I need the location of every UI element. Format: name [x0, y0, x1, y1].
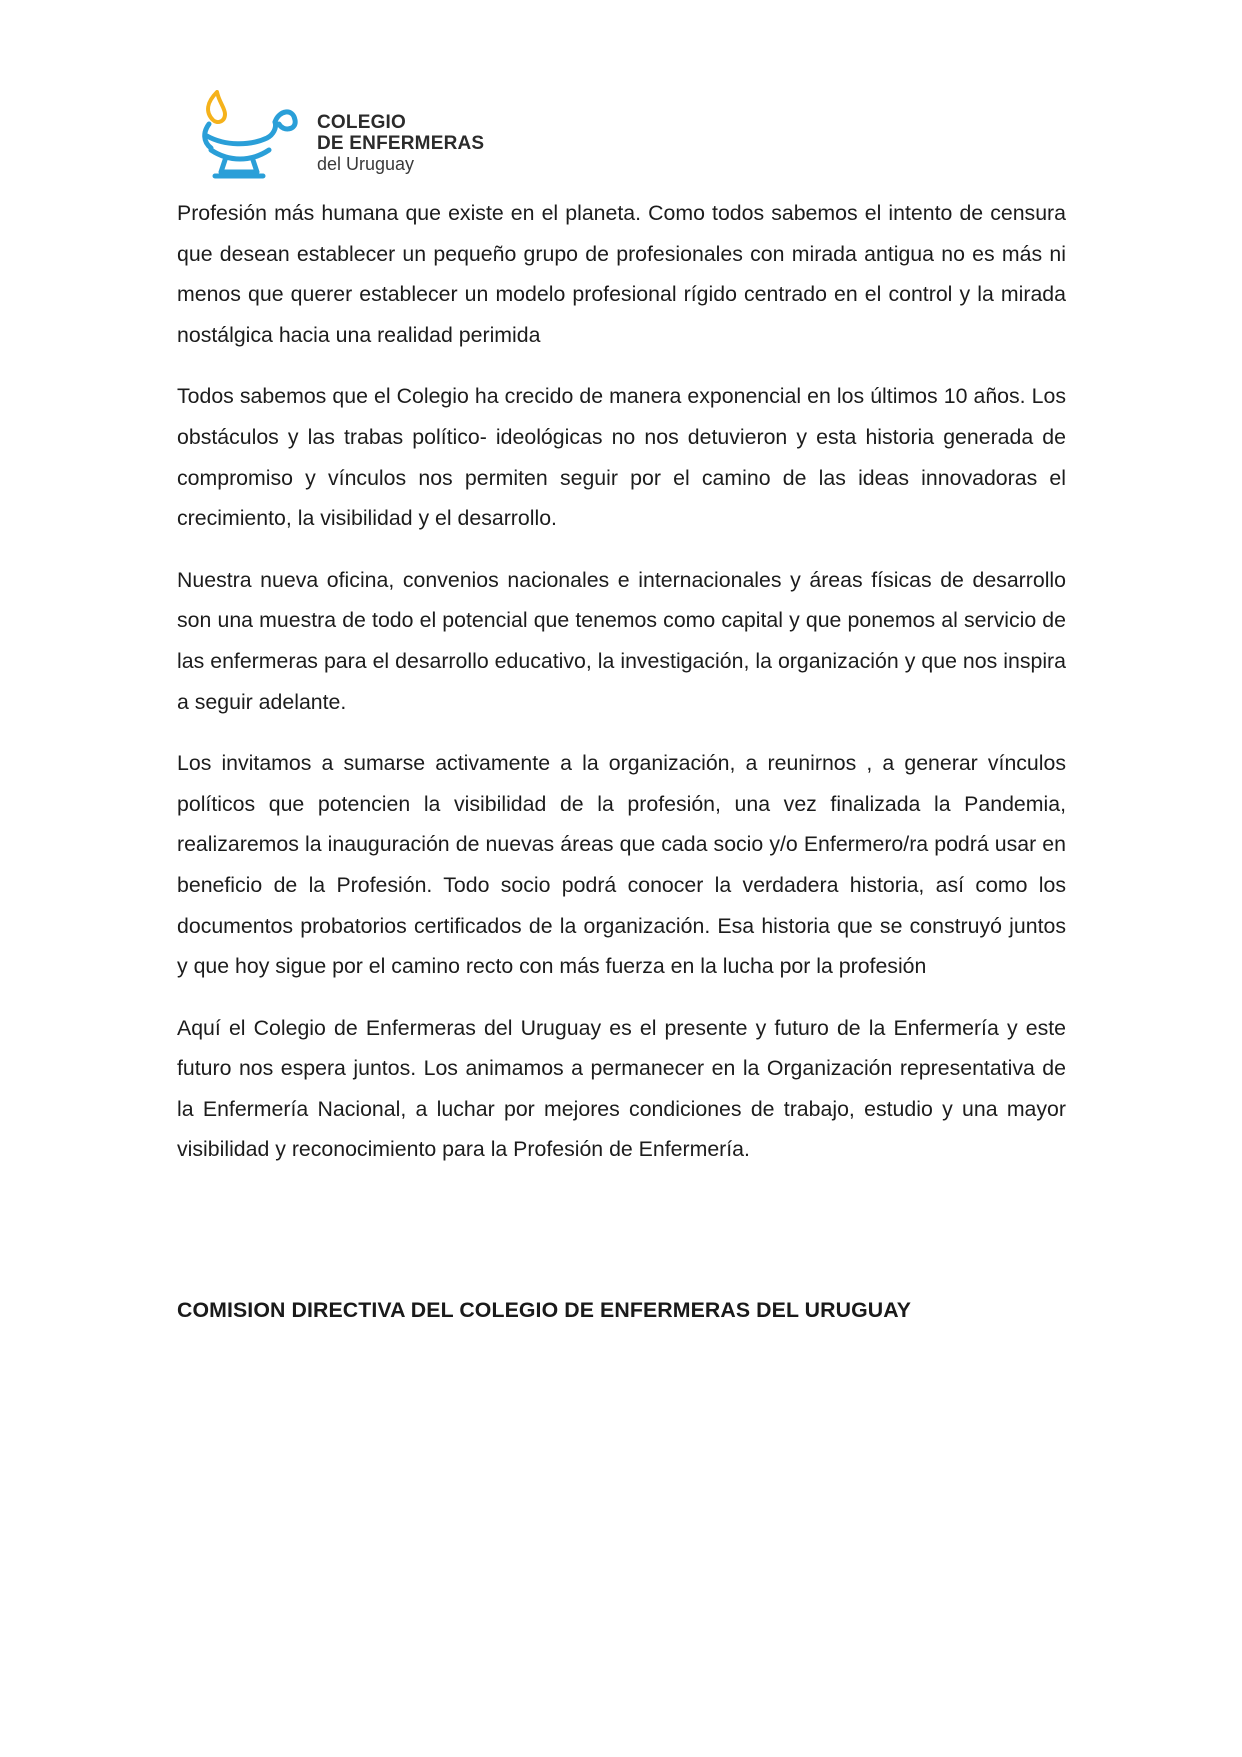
paragraph-2: Todos sabemos que el Colegio ha crecido de manera exponencial en los últimos 10 años. Los obstáculos y las trabas político- ideológicas no nos detuvieron y esta historia generada de compromiso y vínculos nos permiten seguir por el camino de las ideas innovadoras el crecimiento, la visibilidad y el desarrollo. [177, 384, 1066, 531]
paragraph-1: Profesión más humana que existe en el planeta. Como todos sabemos el intento de censura que desean establecer un pequeño grupo de profesionales con mirada antigua no es más ni menos que querer establecer un modelo profesional rígido centrado en el control y la mirada nostálgica hacia una realidad perimida [177, 201, 1066, 347]
colegio-logo [195, 88, 495, 183]
paragraph-5: Aquí el Colegio de Enfermeras del Uruguay es el presente y futuro de la Enfermería y este futuro nos espera juntos. Los animamos a permanecer en la Organización representativa de la Enfermería Nacional, a luchar por mejores condiciones de trabajo, estudio y una mayor visibilidad y reconocimiento para la Profesión de Enfermería. [177, 1015, 1066, 1162]
oil-lamp-icon [195, 88, 305, 183]
logo-line-de-enfermeras: DE ENFERMERAS [317, 133, 485, 154]
signature-line: COMISION DIRECTIVA DEL COLEGIO DE ENFERMERAS DEL URUGUAY [177, 1298, 912, 1322]
logo-wordmark [317, 112, 484, 175]
paragraph-3: Nuestra nueva oficina, convenios nacionales e internacionales y áreas físicas de desarrollo son una muestra de todo el potencial que tenemos como capital y que ponemos al servicio de las enfermeras para el desarrollo educativo, la investigación, la organización y que nos inspira a seguir adelante. [177, 567, 1066, 714]
paragraph-4: Los invitamos a sumarse activamente a la organización, a reunirnos , a generar vínculos políticos que potencien la visibilidad de la profesión, una vez finalizada la Pandemia, realizaremos la inauguración de nuevas áreas que cada socio y/o Enfermero/ra podrá usar en beneficio de la Profesión. Todo socio podrá conocer la verdadera historia, así como los documentos probatorios certificados de la organización. Esa historia que se construyó juntos y que hoy sigue por el camino recto con más fuerza en la lucha por la profesión [177, 751, 1066, 979]
logo-line-colegio: COLEGIO [317, 112, 407, 133]
letter-body [177, 193, 1066, 1191]
logo-line-del-uruguay: del Uruguay [317, 154, 415, 174]
